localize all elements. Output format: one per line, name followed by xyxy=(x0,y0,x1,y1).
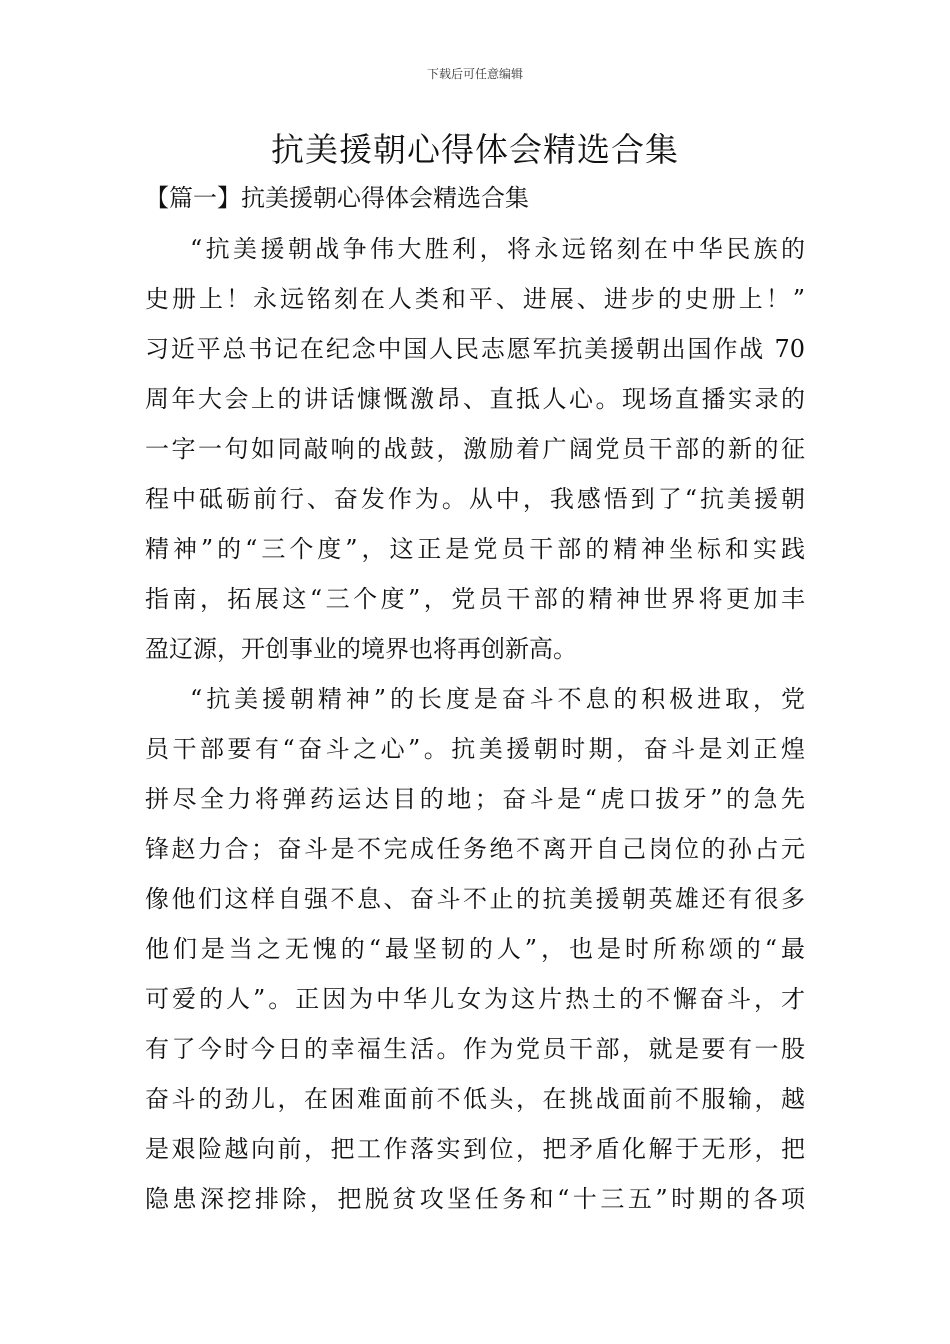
paragraph-line: 指南，拓展这“三个度”，党员干部的精神世界将更加丰 xyxy=(145,585,805,613)
paragraph-line: 是艰险越向前，把工作落实到位，把矛盾化解于无形，把 xyxy=(145,1135,805,1163)
paragraph-line: 拼尽全力将弹药运达目的地；奋斗是“虎口拔牙”的急先 xyxy=(145,785,805,813)
paragraph-line: 奋斗的劲儿，在困难面前不低头，在挑战面前不服输，越 xyxy=(145,1085,805,1113)
paragraph-line: “抗美援朝战争伟大胜利，将永远铭刻在中华民族的 xyxy=(190,235,805,263)
paragraph-line: 精神”的“三个度”，这正是党员干部的精神坐标和实践 xyxy=(145,535,805,563)
paragraph-line: 隐患深挖排除，把脱贫攻坚任务和“十三五”时期的各项 xyxy=(145,1185,805,1213)
paragraph-line: 习近平总书记在纪念中国人民志愿军抗美援朝出国作战 70 xyxy=(145,335,805,363)
paragraph-line: 盈辽源，开创事业的境界也将再创新高。 xyxy=(145,635,577,663)
paragraph-line: 像他们这样自强不息、奋斗不止的抗美援朝英雄还有很多 xyxy=(145,885,805,913)
paragraph-line: 有了今时今日的幸福生活。作为党员干部，就是要有一股 xyxy=(145,1035,805,1063)
paragraph-line: “抗美援朝精神”的长度是奋斗不息的积极进取，党 xyxy=(190,685,805,713)
paragraph-line: 锋赵力合；奋斗是不完成任务绝不离开自己岗位的孙占元 xyxy=(145,835,805,863)
paragraph-line: 史册上！永远铭刻在人类和平、进展、进步的史册上！” xyxy=(145,285,805,313)
paragraph-line: 他们是当之无愧的“最坚韧的人”，也是时所称颂的“最 xyxy=(145,935,805,963)
paragraph-line: 一字一句如同敲响的战鼓，激励着广阔党员干部的新的征 xyxy=(145,435,805,463)
document-title: 抗美援朝心得体会精选合集 xyxy=(271,130,679,169)
paragraph-line: 可爱的人”。正因为中华儿女为这片热土的不懈奋斗，才 xyxy=(145,985,805,1013)
header-note: 下载后可任意编辑 xyxy=(426,67,523,81)
section-heading: 【篇一】抗美援朝心得体会精选合集 xyxy=(145,184,529,212)
paragraph-line: 程中砥砺前行、奋发作为。从中，我感悟到了“抗美援朝 xyxy=(145,485,805,513)
paragraph-line: 员干部要有“奋斗之心”。抗美援朝时期，奋斗是刘正煌 xyxy=(145,735,805,763)
paragraph-line: 周年大会上的讲话慷慨激昂、直抵人心。现场直播实录的 xyxy=(145,385,805,413)
